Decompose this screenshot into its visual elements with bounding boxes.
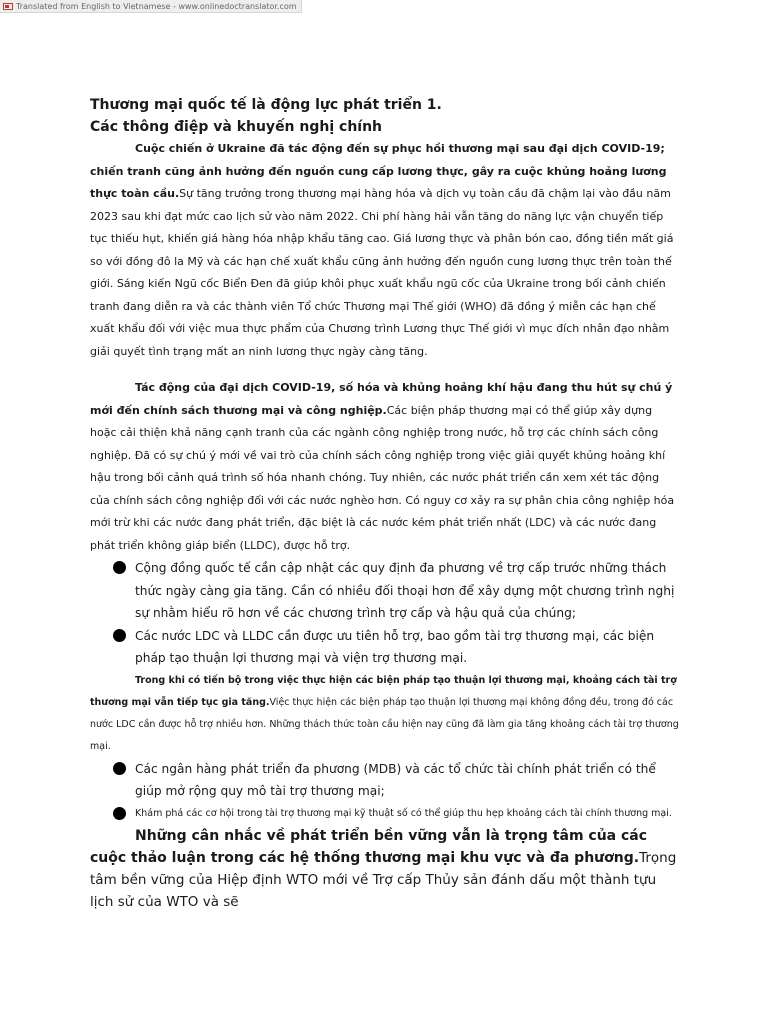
bullet-icon <box>113 561 126 574</box>
list-item-text: Cộng đồng quốc tế cần cập nhật các quy định đa phương về trợ cấp trước những thách thức ngày càng gia tăng. Cần có nhiều đối thoại hơn để xây dựng một chương trình nghị sự nhằm hiểu rõ hơn về các chương trình trợ cấp và hậu quả của chúng; <box>135 561 675 620</box>
document-page <box>90 94 680 913</box>
list-item <box>90 758 680 803</box>
paragraph-2-body: Các biện pháp thương mại có thể giúp xây dựng hoặc cải thiện khả năng cạnh tranh của các ngành công nghiệp trong nước, hỗ trợ các chính sách công nghiệp. Đã có sự chú ý mới về vai trò của chính sách công nghiệp trong việc giải quyết khủng hoảng khí hậu trong bối cảnh quá trình số hóa nhanh chóng. Tuy nhiên, các nước phát triển cần xem xét tác động của chính sách công nghiệp đối với các nước nghèo hơn. Có nguy cơ xảy ra sự phân chia công nghiệp hóa mới trừ khi các nước đang phát triển, đặc biệt là các nước kém phát triển nhất (LDC) và các nước đang phát triển không giáp biển (LLDC), được hỗ trợ. <box>90 403 675 552</box>
translator-logo-icon <box>3 3 13 10</box>
title-line-1: Thương mại quốc tế là động lực phát triển 1. <box>90 97 442 113</box>
list-item-text: Khám phá các cơ hội trong tài trợ thương mại kỹ thuật số có thể giúp thu hẹp khoảng cách tài chính thương mại. <box>135 807 672 819</box>
paragraph-4 <box>90 825 680 913</box>
translation-banner[interactable] <box>0 0 302 13</box>
paragraph-4-body: Trọng tâm bền vững của Hiệp định WTO mới về Trợ cấp Thủy sản đánh dấu một thành tựu lịch sử của WTO và sẽ <box>90 849 677 910</box>
list-item <box>90 803 680 825</box>
list-item-text: Các ngân hàng phát triển đa phương (MDB) và các tổ chức tài chính phát triển có thể giúp mở rộng quy mô tài trợ thương mại; <box>135 761 656 798</box>
title-line-2: Các thông điệp và khuyến nghị chính <box>90 119 383 135</box>
paragraph-3-body: Việc thực hiện các biện pháp tạo thuận lợi thương mại không đồng đều, trong đó các nước LDC cần được hỗ trợ nhiều hơn. Những thách thức toàn cầu hiện nay cũng đã làm gia tăng khoảng cách tài trợ thương mại. <box>90 696 679 752</box>
translation-banner-text: Translated from English to Vietnamese - www.onlinedoctranslator.com <box>16 1 297 11</box>
list-item-text: Các nước LDC và LLDC cần được ưu tiên hỗ trợ, bao gồm tài trợ thương mại, các biện pháp tạo thuận lợi thương mại và viện trợ thương mại. <box>135 628 655 665</box>
list-item <box>90 557 680 625</box>
paragraph-1-lead: Cuộc chiến ở Ukraine đã tác động đến sự phục hồi thương mại sau đại dịch COVID-19; chiến tranh cũng ảnh hưởng đến nguồn cung cấp lương thực, gây ra cuộc khủng hoảng lương thực toàn cầu. <box>90 142 667 200</box>
paragraph-4-lead: Những cân nhắc về phát triển bền vững vẫn là trọng tâm của các cuộc thảo luận trong các hệ thống thương mại khu vực và đa phương. <box>90 827 648 866</box>
bullet-icon <box>113 762 126 775</box>
bullet-icon <box>113 807 126 820</box>
paragraph-1 <box>90 138 680 363</box>
document-title <box>90 94 680 138</box>
paragraph-2-lead: Tác động của đại dịch COVID-19, số hóa và khủng hoảng khí hậu đang thu hút sự chú ý mới đến chính sách thương mại và công nghiệp. <box>90 381 673 417</box>
paragraph-1-body: Sự tăng trưởng trong thương mại hàng hóa và dịch vụ toàn cầu đã chậm lại vào đầu năm 2023 sau khi đạt mức cao lịch sử vào năm 2022. Chi phí hàng hải vẫn tăng do năng lực vận chuyển tiếp tục thiếu hụt, khiến giá hàng hóa nhập khẩu tăng cao. Giá lương thực và phân bón cao, đồng tiền mất giá so với đồng đô la Mỹ và các hạn chế xuất khẩu cũng ảnh hưởng đến nguồn cung lương thực trên toàn thế giới. Sáng kiến Ngũ cốc Biển Đen đã giúp khôi phục xuất khẩu ngũ cốc của Ukraine trong bối cảnh chiến tranh đang diễn ra và các thành viên Tổ chức Thương mại Thế giới (WHO) đã đồng ý miễn các hạn chế xuất khẩu đối với việc mua thực phẩm của Chương trình Lương thực Thế giới vì mục đích nhân đạo nhằm giải quyết tình trạng mất an ninh lương thực ngày càng tăng. <box>90 187 674 358</box>
paragraph-3 <box>90 670 680 758</box>
paragraph-3-lead: Trong khi có tiến bộ trong việc thực hiện các biện pháp tạo thuận lợi thương mại, khoảng cách tài trợ thương mại vẫn tiếp tục gia tăng. <box>90 674 677 708</box>
bullet-icon <box>113 629 126 642</box>
list-item <box>90 625 680 670</box>
paragraph-2 <box>90 377 680 557</box>
